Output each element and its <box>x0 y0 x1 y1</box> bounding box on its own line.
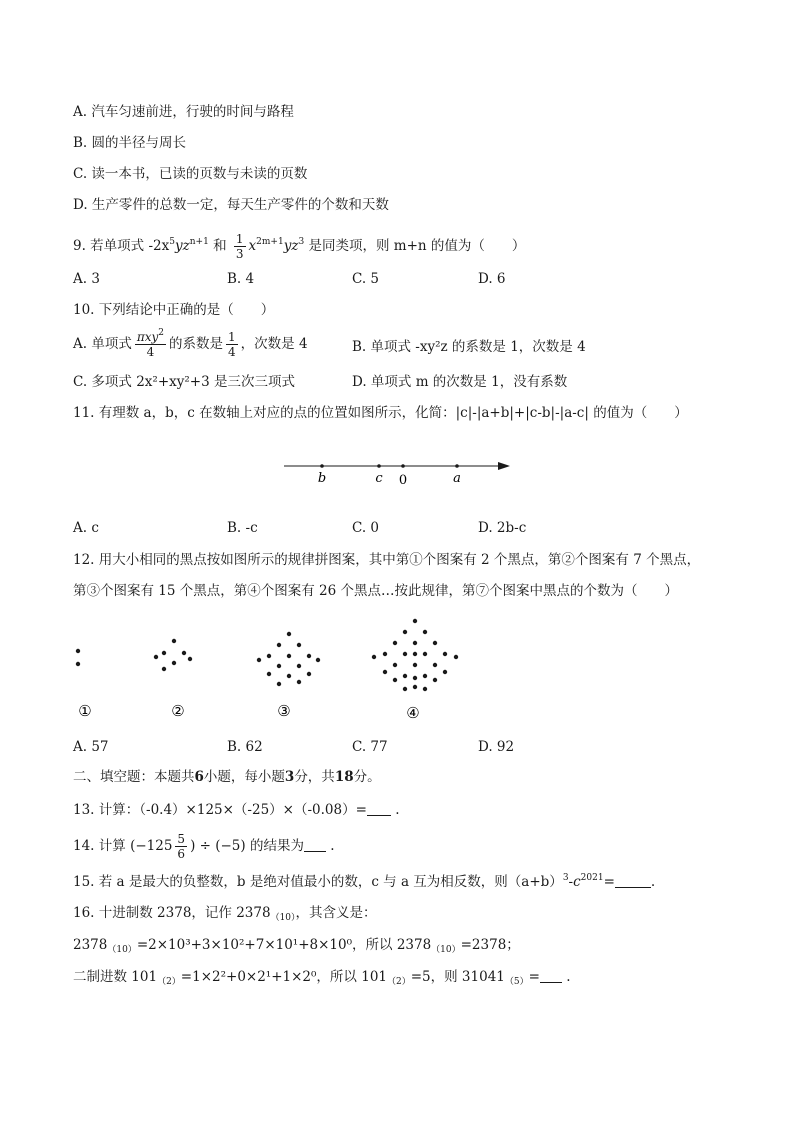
q9-fraction: $\frac{1}{3}$ <box>235 232 244 261</box>
number-line-arrow-icon <box>498 462 510 470</box>
q14: 14. 计算 (−125 $\frac{5}{6}$ ) ÷ (−5) 的结果为 . <box>73 832 335 861</box>
q8-option-a: A. 汽车匀速前进，行驶的时间与路程 <box>73 104 294 120</box>
q10-stem: 10. 下列结论中正确的是（ ） <box>73 302 275 318</box>
pattern-2 <box>154 639 192 671</box>
q10-option-a: A. 单项式 $\frac{\pi xy^2}{4}$ 的系数是 $\frac{1}{4}$ ，次数是 4 <box>73 328 308 359</box>
point-c <box>377 464 381 468</box>
q12-option-d: D. 92 <box>478 739 515 755</box>
q9-stem: 9. 若单项式 $-2x^5yz^{n+1}$ 和 $\frac{1}{3}$ $x^{2m+1}yz^3$ 是同类项，则 m+n 的值为（ ） <box>73 232 526 261</box>
q10-option-c: C. 多项式 2x²+xy²+3 是三次三项式 <box>73 374 295 390</box>
q12-stem-line2: 第③个图案有 15 个黑点，第④个图案有 26 个黑点…按此规律，第⑦个图案中黑点的个数为（ ） <box>73 583 679 599</box>
pattern-label-1: ① <box>78 702 92 720</box>
q9-suffix: 是同类项，则 m+n 的值为（ ） <box>308 238 526 254</box>
q12-option-b: B. 62 <box>227 739 263 755</box>
pattern-1 <box>76 649 80 666</box>
q8-option-b: B. 圆的半径与周长 <box>73 135 187 151</box>
label-a: a <box>453 471 461 486</box>
q10-option-b: B. 单项式 -xy²z 的系数是 1，次数是 4 <box>352 339 586 355</box>
q10-option-d: D. 单项式 m 的次数是 1，没有系数 <box>352 374 568 390</box>
point-0 <box>401 464 405 468</box>
q13: 13. 计算：（-0.4）×125×（-25）×（-0.08）= . <box>73 802 400 818</box>
pattern-label-4: ④ <box>406 704 420 722</box>
q16-line2: $2378_{(10)}=2\times 10^3+3\times 10^2+7\times 10^1+8\times 10^0$，所以 $2378_{(10)}=2378$； <box>73 937 520 955</box>
label-0: 0 <box>398 473 408 488</box>
q16-line1: 16. 十进制数 2378，记作 $2378_{(10)}$，其含义是： <box>73 905 377 923</box>
label-c: c <box>375 471 383 486</box>
pattern-label-3: ③ <box>277 702 291 720</box>
q11-option-a: A. c <box>73 520 99 536</box>
q11-option-b: B. -c <box>227 520 258 536</box>
pattern-label-2: ② <box>171 702 185 720</box>
q9-prefix: 9. 若单项式 -2x <box>73 238 170 254</box>
point-a <box>455 464 459 468</box>
q15: 15. 若 a 是最大的负整数，b 是绝对值最小的数，c 与 a 互为相反数，则$(a+b)^3-c^{2021}=$ . <box>73 873 656 890</box>
q11-stem: 11. 有理数 a，b，c 在数轴上对应的点的位置如图所示，化简：|c|-|a+b|+|c-b|-|a-c| 的值为（ ） <box>73 405 688 421</box>
q13-answer-blank <box>367 801 391 816</box>
label-b: b <box>317 471 327 486</box>
q12-stem-line1: 12. 用大小相同的黑点按如图所示的规律拼图案，其中第①个图案有 2 个黑点，第②个图案有 7 个黑点， <box>73 552 701 568</box>
section-2-header: 二、填空题：本题共6小题，每小题3分，共18分。 <box>73 769 381 785</box>
q11-option-c: C. 0 <box>352 520 380 536</box>
q9-option-b: B. 4 <box>227 271 255 287</box>
point-b <box>320 464 324 468</box>
pattern-3 <box>257 632 320 686</box>
q9-option-d: D. 6 <box>478 271 506 287</box>
q12-option-a: A. 57 <box>73 739 109 755</box>
q9-option-c: C. 5 <box>352 271 380 287</box>
pattern-4 <box>372 619 458 691</box>
q8-option-d: D. 生产零件的总数一定，每天生产零件的个数和天数 <box>73 197 389 213</box>
q15-answer-blank <box>615 873 651 888</box>
q14-answer-blank <box>304 837 326 852</box>
q8-option-c: C. 读一本书，已读的页数与未读的页数 <box>73 166 308 182</box>
q12-option-c: C. 77 <box>352 739 388 755</box>
q11-option-d: D. 2b-c <box>478 520 527 536</box>
q11-number-line <box>270 450 520 490</box>
q16-line3: 二制进数 $101_{(2)}=1\times 2^2+0\times 2^1+1\times 2^0$，所以 $101_{(2)}=5$，则 $31041_{(5)}=$ . <box>73 969 571 987</box>
q9-option-a: A. 3 <box>73 271 100 287</box>
q16-answer-blank <box>540 968 562 983</box>
q12-dot-patterns <box>60 612 480 727</box>
q9-mid: 和 <box>213 238 227 254</box>
